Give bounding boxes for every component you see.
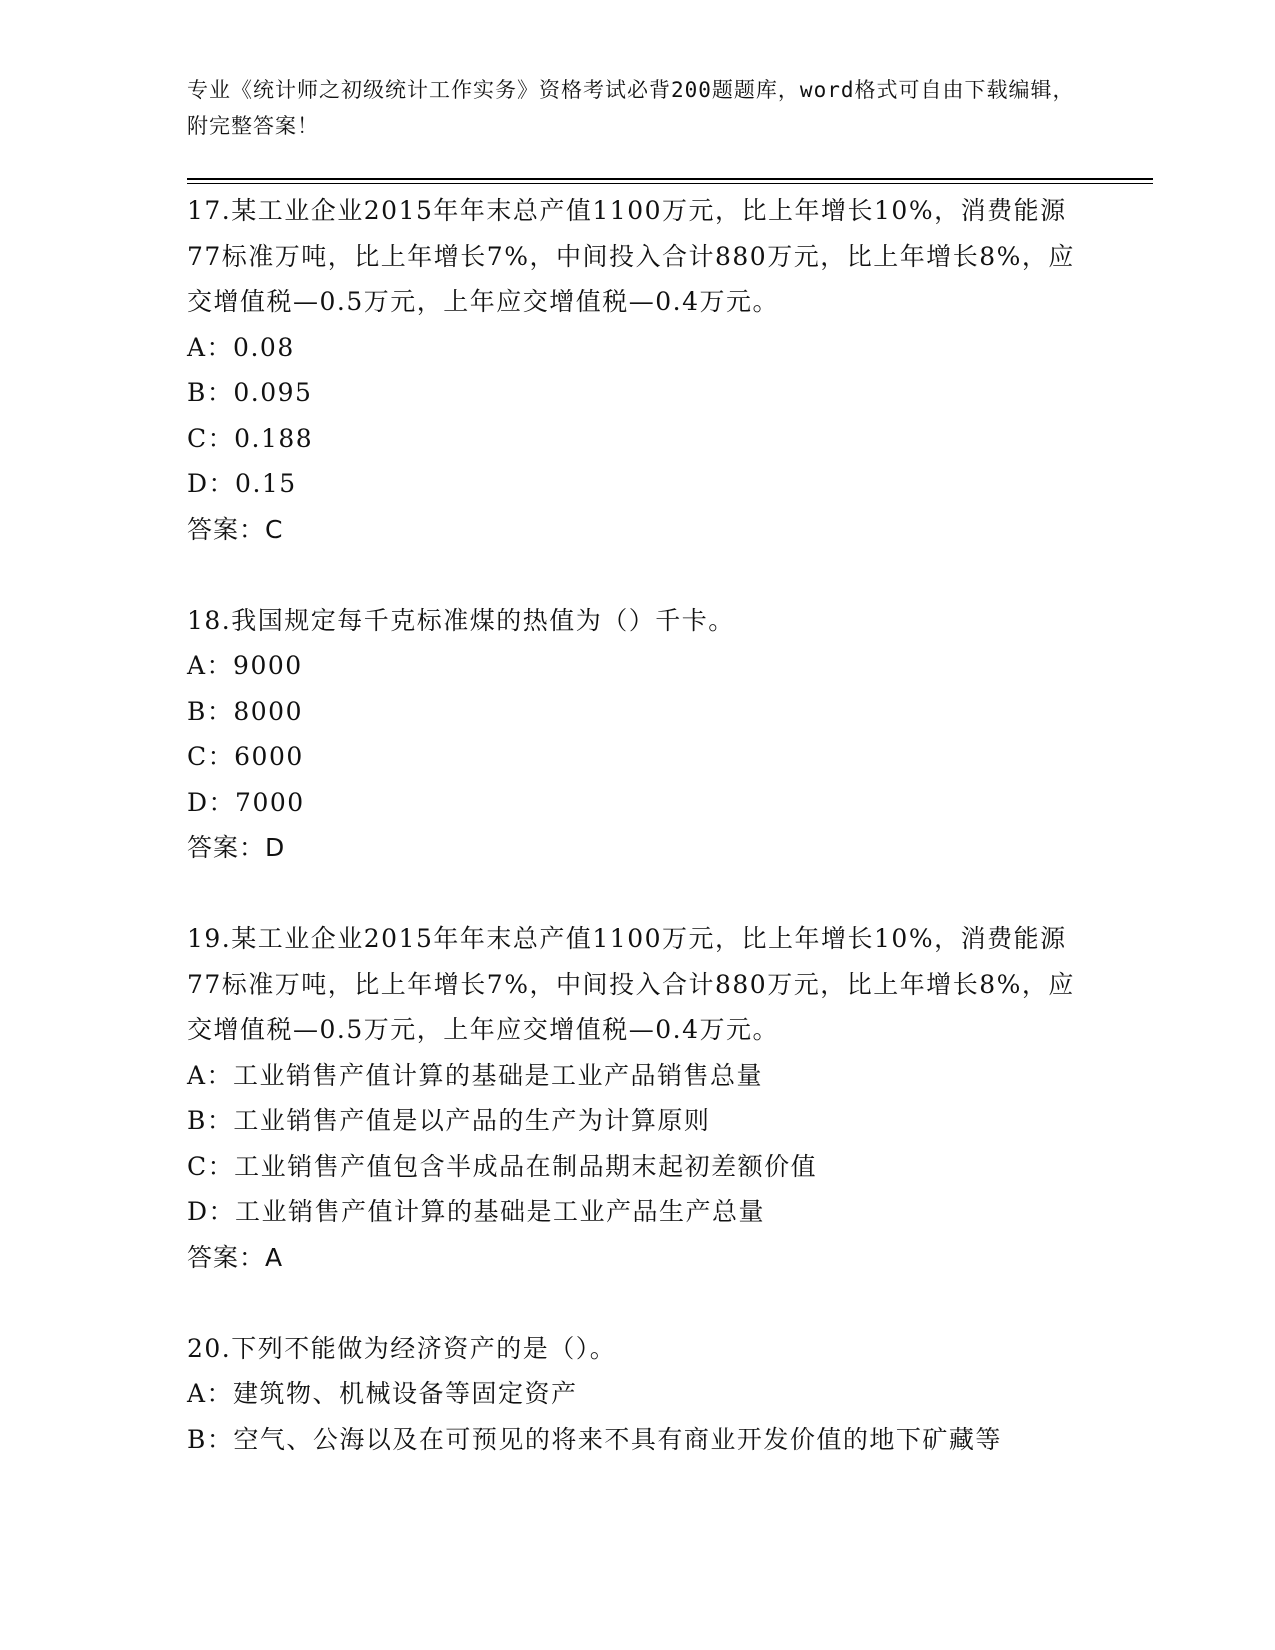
question-stem: 18.我国规定每千克标准煤的热值为（）千卡。 bbox=[187, 605, 735, 635]
question-20 bbox=[187, 1326, 1087, 1463]
option-c: C：工业销售产值包含半成品在制品期末起初差额价值 bbox=[187, 1151, 818, 1181]
question-spacer bbox=[187, 871, 1087, 917]
option-b: B：0.095 bbox=[187, 378, 313, 407]
option-a: A：9000 bbox=[187, 651, 303, 680]
option-d: D：工业销售产值计算的基础是工业产品生产总量 bbox=[187, 1197, 766, 1226]
option-b: B：工业销售产值是以产品的生产为计算原则 bbox=[187, 1106, 711, 1135]
option-d: D：0.15 bbox=[187, 469, 297, 498]
option-b: B：8000 bbox=[187, 696, 303, 726]
document-header: 专业《统计师之初级统计工作实务》资格考试必背200题题库，word格式可自由下载编辑，附完整答案！ bbox=[187, 78, 1075, 138]
question-17 bbox=[187, 188, 1087, 552]
option-c: C：0.188 bbox=[187, 423, 314, 453]
option-a: A：0.08 bbox=[187, 332, 295, 362]
question-spacer bbox=[187, 1280, 1087, 1326]
question-list bbox=[187, 188, 1087, 1462]
option-d: D：7000 bbox=[187, 787, 305, 817]
question-stem: 19.某工业企业2015年年末总产值1100万元，比上年增长10%，消费能源77标准万吨，比上年增长7%，中间投入合计880万元，比上年增长8%，应交增值税—0.5万元，上年应交增值税—0.4万元。 bbox=[187, 924, 1075, 1044]
option-a: A：建筑物、机械设备等固定资产 bbox=[187, 1379, 578, 1408]
question-stem: 20.下列不能做为经济资产的是（）。 bbox=[187, 1333, 617, 1363]
header-divider bbox=[187, 178, 1153, 180]
option-a: A：工业销售产值计算的基础是工业产品销售总量 bbox=[187, 1060, 764, 1090]
answer-line: 答案：A bbox=[187, 1242, 284, 1272]
question-18 bbox=[187, 598, 1087, 871]
answer-line: 答案：D bbox=[187, 833, 286, 862]
option-b: B：空气、公海以及在可预见的将来不具有商业开发价值的地下矿藏等 bbox=[187, 1424, 1002, 1454]
header-divider-thin bbox=[187, 183, 1153, 184]
question-19 bbox=[187, 916, 1087, 1280]
answer-line: 答案：C bbox=[187, 514, 284, 544]
question-spacer bbox=[187, 552, 1087, 598]
question-stem: 17.某工业企业2015年年末总产值1100万元，比上年增长10%，消费能源77标准万吨，比上年增长7%，中间投入合计880万元，比上年增长8%，应交增值税—0.5万元，上年应交增值税—0.4万元。 bbox=[187, 196, 1075, 316]
option-c: C：6000 bbox=[187, 742, 304, 771]
